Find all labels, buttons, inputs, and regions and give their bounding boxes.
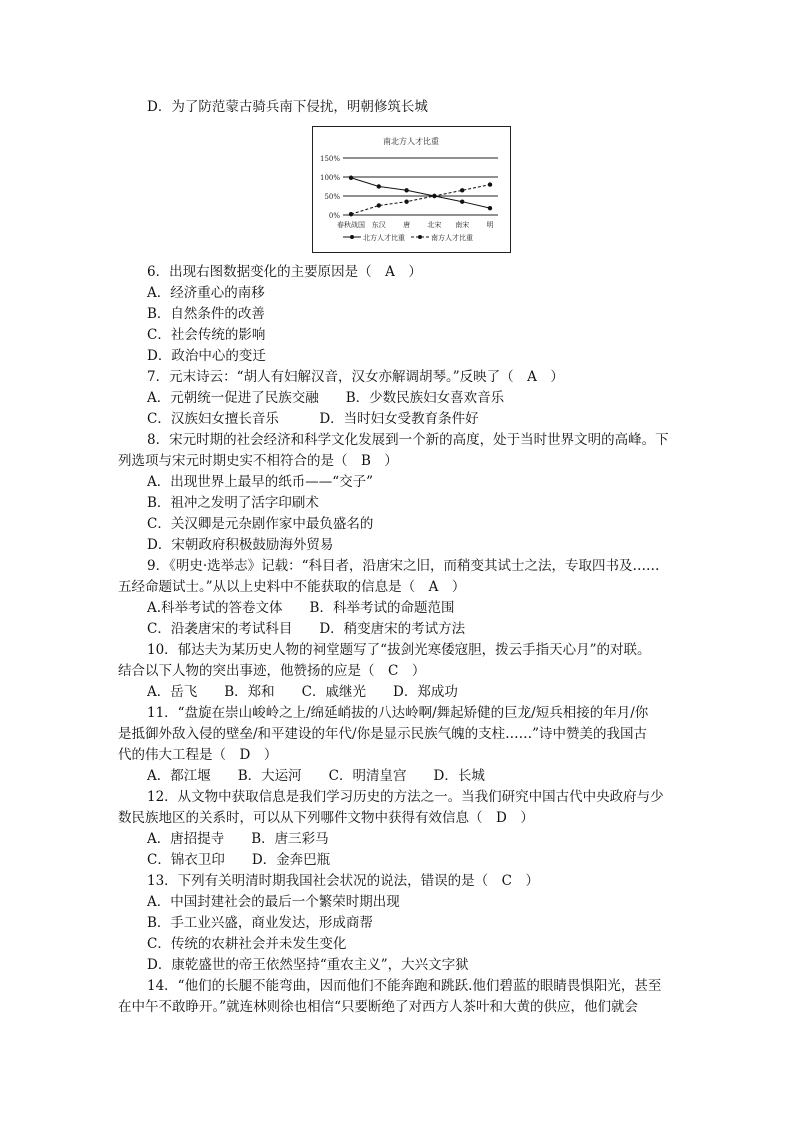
data-point-south <box>460 188 464 192</box>
q8-option-b: B．祖冲之发明了活字印刷术 <box>147 495 319 511</box>
q7-options-cd: C．汉族妇女擅长音乐 D．当时妇女受教育条件好 <box>147 411 479 427</box>
data-point-north <box>488 206 492 210</box>
q11-options: A．都江堰 B．大运河 C．明清皇宫 D．长城 <box>147 768 485 784</box>
data-point-south <box>404 200 408 204</box>
q5-option-d: D．为了防范蒙古骑兵南下侵扰，明朝修筑长城 <box>147 99 428 115</box>
x-tick-label: 南宋 <box>455 221 470 229</box>
data-point-south <box>377 203 381 207</box>
series-line-north <box>351 178 490 208</box>
x-tick-label: 春秋战国 <box>337 221 365 229</box>
legend-marker-south <box>418 235 422 239</box>
legend-label-south: 南方人才比重 <box>431 234 473 242</box>
q8-option-c: C．关汉卿是元杂剧作家中最负盛名的 <box>147 516 374 532</box>
q11-stem-line3: 代的伟大工程是（ D ） <box>118 747 278 763</box>
q9-options-ab: A.科举考试的答卷文体 B．科举考试的命题范围 <box>147 600 455 616</box>
q6-stem: 6．出现右图数据变化的主要原因是（ A ） <box>147 264 422 280</box>
q14-stem-line2: 在中午不敢睁开。”就连林则徐也相信“只要断绝了对西方人茶叶和大黄的供应，他们就会 <box>118 999 639 1015</box>
q12-stem-line1: 12．从文物中获取信息是我们学习历史的方法之一。当我们研究中国古代中央政府与少 <box>147 789 664 805</box>
data-point-south <box>349 212 353 216</box>
y-tick-label: 0% <box>328 212 340 220</box>
q10-stem-line1: 10．郁达夫为某历史人物的祠堂题写了“拔剑光寒倭寇胆，拨云手指天心月”的对联。 <box>147 642 651 658</box>
x-tick-label: 唐 <box>403 221 411 229</box>
q8-option-d: D．宋朝政府积极鼓励海外贸易 <box>147 537 334 553</box>
q10-options: A．岳飞 B．郑和 C．戚继光 D．郑成功 <box>147 684 458 700</box>
q9-options-cd: C．沿袭唐宋的考试科目 D．稍变唐宋的考试方法 <box>147 621 466 637</box>
data-point-south <box>432 194 436 198</box>
q13-option-d: D．康乾盛世的帝王依然坚持“重农主义”，大兴文字狱 <box>147 957 469 973</box>
data-point-south <box>488 182 492 186</box>
q13-option-a: A．中国封建社会的最后一个繁荣时期出现 <box>147 894 400 910</box>
data-point-north <box>377 184 381 188</box>
chart-title: 南北方人才比重 <box>383 137 439 146</box>
q11-stem-line1: 11．“盘旋在崇山峻岭之上/绵延峭拔的八达岭啊/舞起矫健的巨龙/短兵相接的年月/你 <box>147 705 649 721</box>
data-point-north <box>404 188 408 192</box>
q8-stem-line1: 8．宋元时期的社会经济和科学文化发展到一个新的高度，处于当时世界文明的高峰。下 <box>147 432 669 448</box>
data-point-north <box>460 200 464 204</box>
x-tick-label: 东汉 <box>371 221 386 229</box>
q7-options-ab: A．元朝统一促进了民族交融 B．少数民族妇女喜欢音乐 <box>147 390 505 406</box>
q13-stem: 13．下列有关明清时期我国社会状况的说法，错误的是（ C ） <box>147 873 540 889</box>
x-tick-label: 北宋 <box>427 221 442 229</box>
q7-stem: 7．元末诗云：“胡人有妇解汉音，汉女亦解调胡琴。”反映了（ A ） <box>147 369 564 385</box>
q6-option-c: C．社会传统的影响 <box>147 327 266 343</box>
q8-stem-line2: 列选项与宋元时期史实不相符合的是（ B ） <box>118 453 398 469</box>
y-tick-label: 50% <box>324 193 340 201</box>
q6-option-a: A．经济重心的南移 <box>147 285 265 301</box>
chart-svg <box>313 127 510 252</box>
q12-stem-line2: 数民族地区的关系时，可以从下列哪件文物中获得有效信息（ D ） <box>118 810 534 826</box>
q13-option-b: B．手工业兴盛，商业发达，形成商帮 <box>147 915 373 931</box>
legend-marker-north <box>350 235 354 239</box>
q9-stem-line2: 五经命题试士。”从以上史料中不能获取的信息是（ A ） <box>118 579 466 595</box>
q14-stem-line1: 14．“他们的长腿不能弯曲，因而他们不能奔跑和跳跃.他们碧蓝的眼睛畏惧阳光，甚至 <box>147 978 662 994</box>
data-point-north <box>349 176 353 180</box>
talent-ratio-chart <box>312 126 511 253</box>
series-line-south <box>351 185 490 215</box>
y-tick-label: 100% <box>319 174 340 182</box>
q13-option-c: C．传统的农耕社会并未发生变化 <box>147 936 347 952</box>
q10-stem-line2: 结合以下人物的突出事迹，他赞扬的应是（ C ） <box>118 663 426 679</box>
q6-option-d: D．政治中心的变迁 <box>147 348 266 364</box>
q11-stem-line2: 是抵御外敌入侵的壁垒/和平建设的年代/你是显示民族气魄的支柱……”诗中赞美的我国古 <box>118 726 647 742</box>
q12-options-ab: A．唐招提寺 B．唐三彩马 <box>147 831 329 847</box>
q9-stem-line1: 9．《明史·选举志》记载：“科目者，沿唐宋之旧，而稍变其试士之法，专取四书及…… <box>147 558 660 574</box>
x-tick-label: 明 <box>486 221 494 229</box>
q8-option-a: A．出现世界上最早的纸币——“交子” <box>147 474 374 490</box>
legend-label-north: 北方人才比重 <box>363 234 405 242</box>
q6-option-b: B．自然条件的改善 <box>147 306 265 322</box>
q12-options-cd: C．锦衣卫印 D．金奔巴瓶 <box>147 852 331 868</box>
y-tick-label: 150% <box>319 155 340 163</box>
